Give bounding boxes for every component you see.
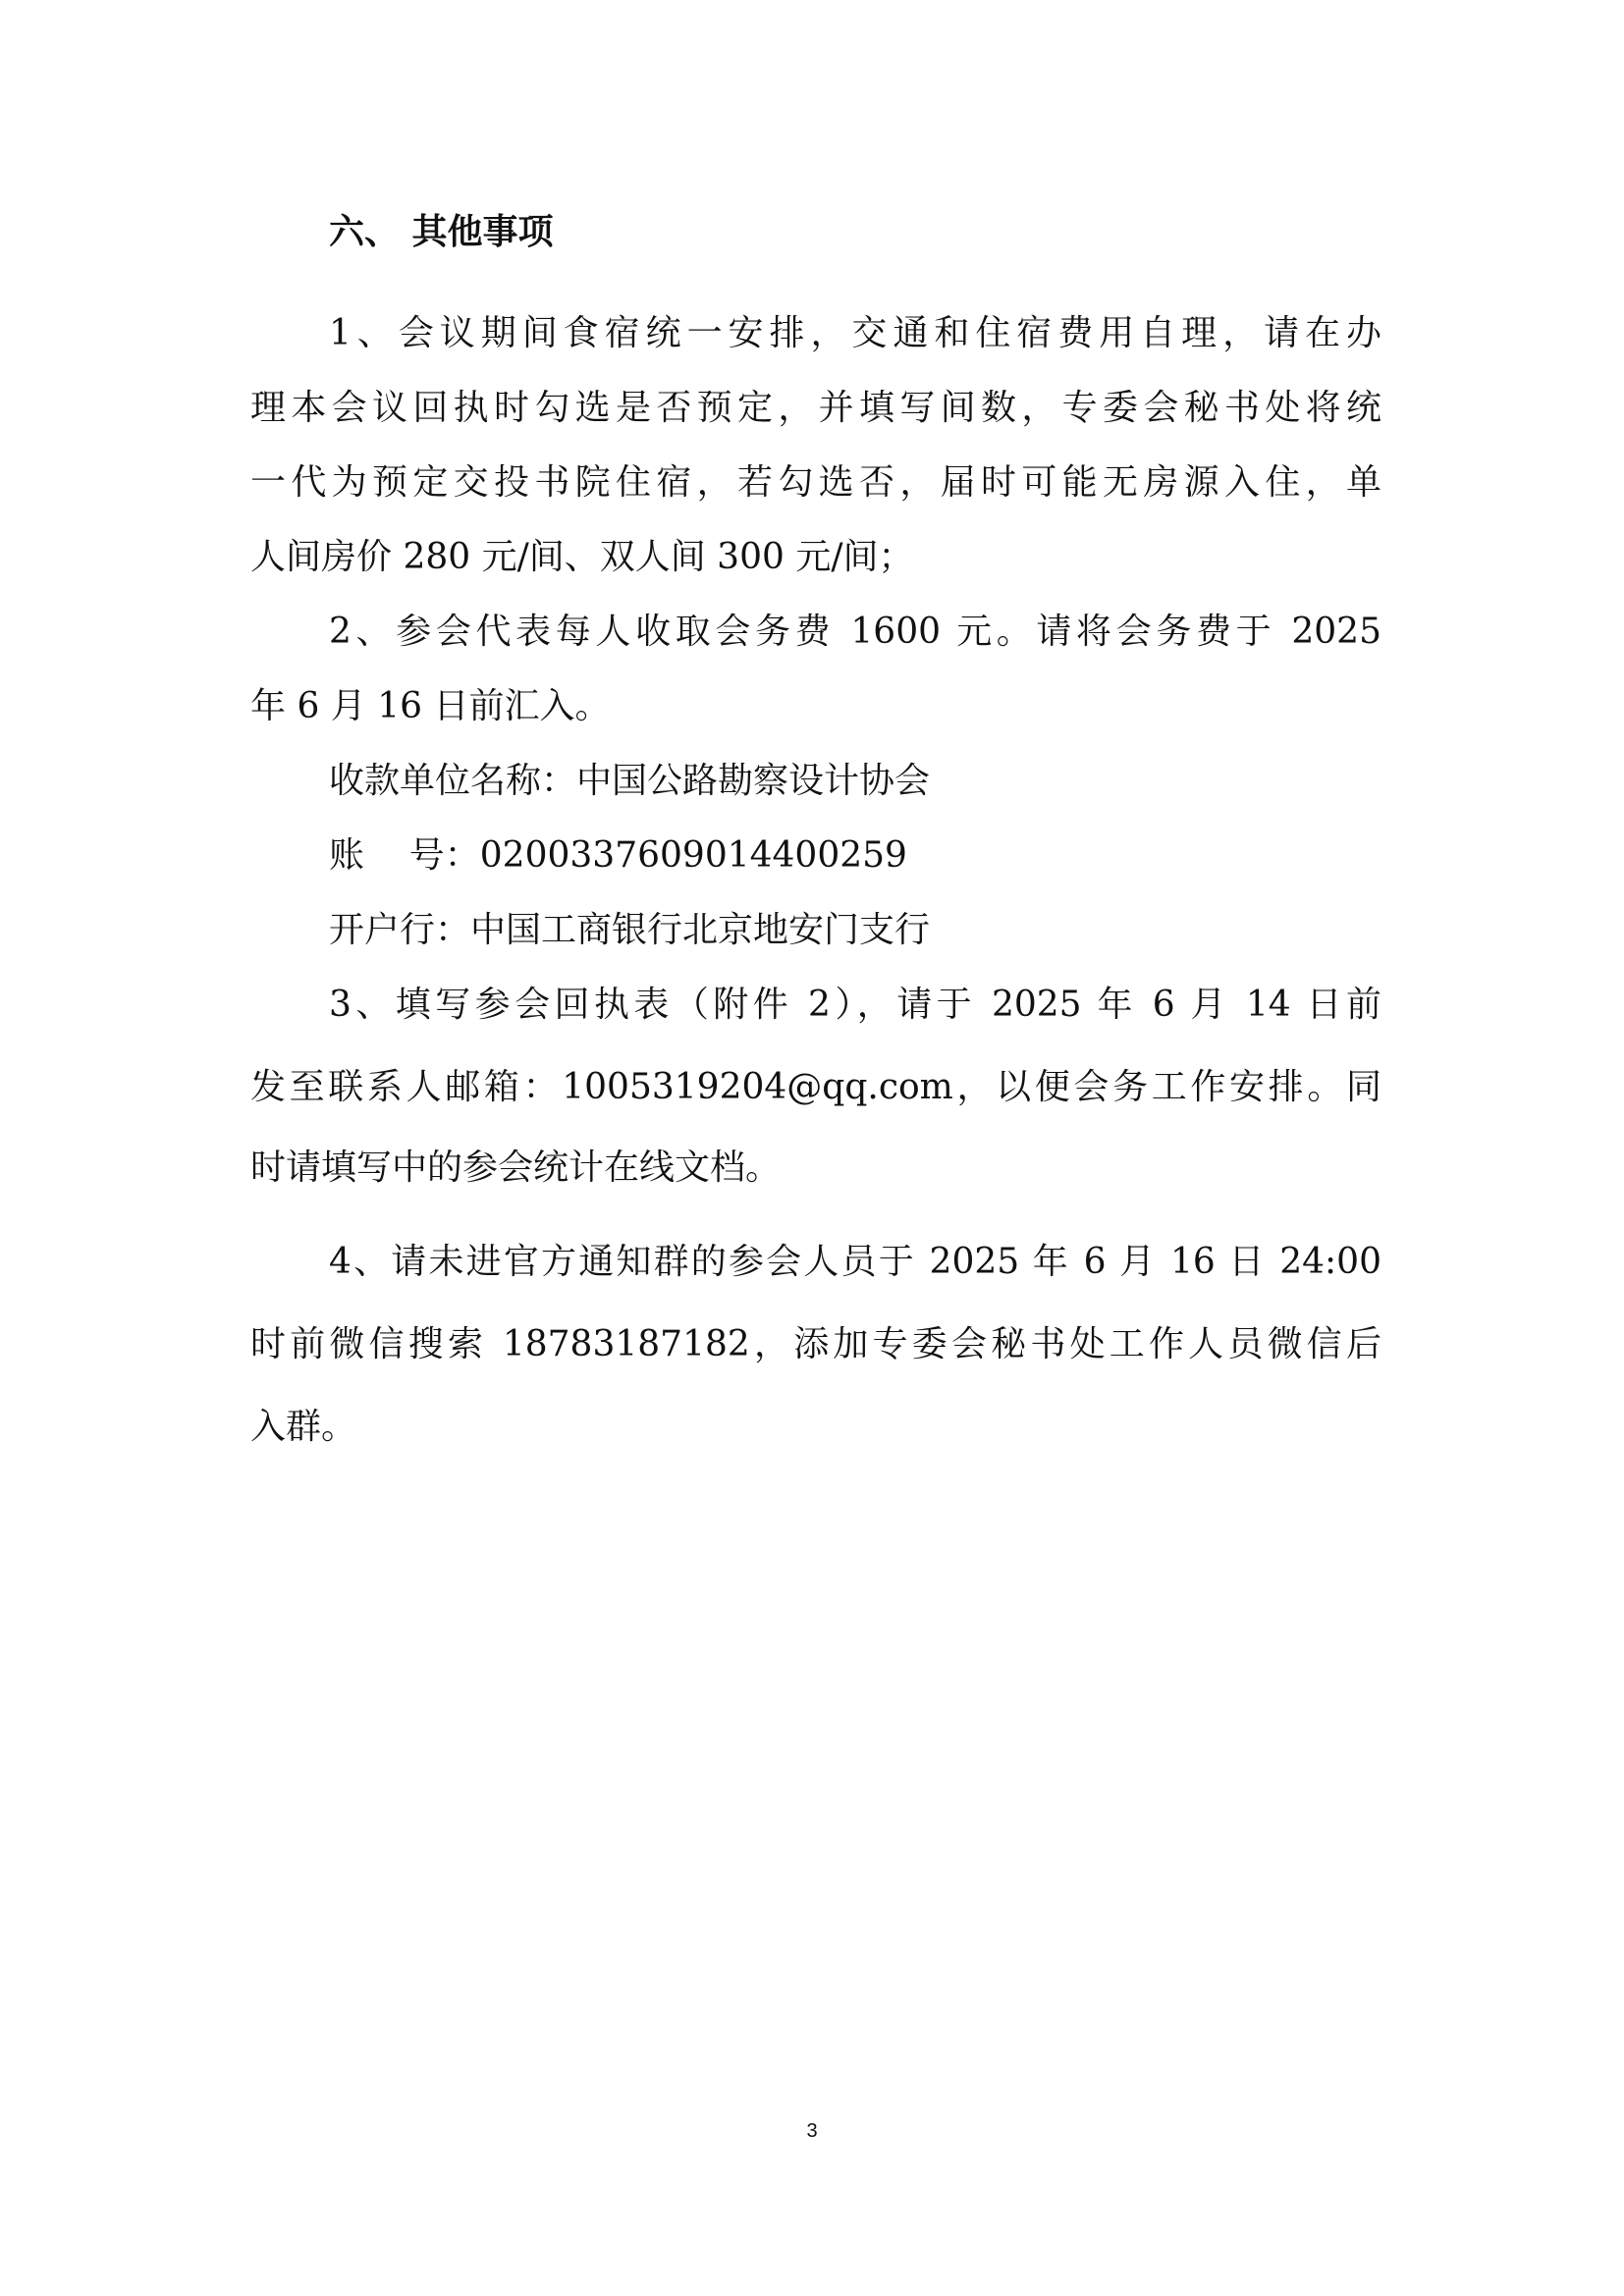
item3-line2: 发至联系人邮箱：1005319204@qq.com，以便会务工作安排。同 xyxy=(250,1067,1381,1107)
item3-line1: 3、填写参会回执表（附件 2），请于 2025 年 6 月 14 日前 xyxy=(329,985,1381,1025)
item1-line2: 理本会议回执时勾选是否预定，并填写间数，专委会秘书处将统 xyxy=(250,388,1381,428)
page-number: 3 xyxy=(806,2120,818,2142)
item4-line3: 入群。 xyxy=(250,1407,357,1447)
item2-line2: 年 6 月 16 日前汇入。 xyxy=(250,686,611,726)
account-number: 账 号：0200337609014400259 xyxy=(329,835,907,876)
section-heading: 六、 其他事项 xyxy=(329,211,554,252)
item2-line1: 2、参会代表每人收取会务费 1600 元。请将会务费于 2025 xyxy=(329,612,1381,652)
item1-line4: 人间房价 280 元/间、双人间 300 元/间； xyxy=(250,537,914,577)
item3-line3: 时请填写中的参会统计在线文档。 xyxy=(250,1148,782,1188)
bank-name: 开户行：中国工商银行北京地安门支行 xyxy=(329,910,931,950)
item4-line2: 时前微信搜索 18783187182，添加专委会秘书处工作人员微信后 xyxy=(250,1324,1381,1364)
item1-line1: 1、会议期间食宿统一安排，交通和住宿费用自理，请在办 xyxy=(329,313,1381,353)
item1-line3: 一代为预定交投书院住宿，若勾选否，届时可能无房源入住，单 xyxy=(250,462,1381,503)
payee-name: 收款单位名称：中国公路勘察设计协会 xyxy=(329,761,931,801)
item4-line1: 4、请未进官方通知群的参会人员于 2025 年 6 月 16 日 24:00 xyxy=(329,1242,1381,1282)
